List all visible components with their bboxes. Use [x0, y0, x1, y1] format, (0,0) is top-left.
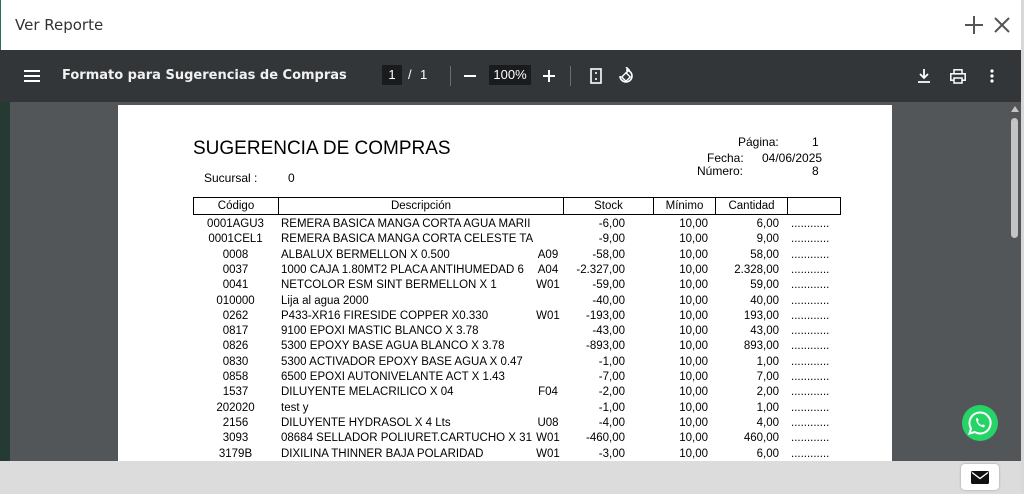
cell-stock: -4,00	[598, 416, 625, 429]
cell-dots: ............	[791, 233, 830, 246]
page-number-input[interactable]: 1	[382, 65, 402, 85]
table-row	[193, 401, 841, 416]
cell-minimo: 10,00	[679, 355, 708, 368]
table-row	[193, 309, 841, 324]
print-icon	[950, 69, 966, 84]
close-button[interactable]	[989, 10, 1015, 40]
rotate-icon	[617, 67, 635, 85]
cell-location: W01	[536, 447, 560, 460]
plus-icon	[964, 15, 984, 35]
cell-dots: ............	[791, 263, 830, 276]
table-row	[193, 232, 841, 247]
fecha-label: Fecha:	[707, 151, 744, 165]
fecha-value: 04/06/2025	[762, 151, 823, 165]
cell-cantidad: 4,00	[756, 416, 779, 429]
cell-descripcion: REMERA BASICA MANGA CORTA CELESTE TA	[281, 233, 533, 246]
cell-codigo: 0001CEL1	[208, 233, 263, 246]
cell-dots: ............	[791, 416, 830, 429]
cell-descripcion: DILUYENTE MELACRILICO X 04	[281, 386, 454, 399]
cell-stock: -1,00	[598, 355, 625, 368]
cell-codigo: 010000	[216, 294, 255, 307]
cell-codigo: 2156	[222, 416, 249, 429]
cell-minimo: 10,00	[679, 325, 708, 338]
add-button[interactable]	[961, 10, 987, 40]
cell-minimo: 10,00	[679, 386, 708, 399]
cell-dots: ............	[791, 218, 830, 230]
cell-location: U08	[537, 416, 559, 429]
cell-cantidad: 1,00	[756, 401, 779, 414]
cell-minimo: 10,00	[679, 371, 708, 383]
cell-minimo: 10,00	[679, 401, 708, 414]
cell-stock: -460,00	[585, 432, 625, 445]
cell-minimo: 10,00	[679, 233, 708, 246]
table-row	[193, 339, 841, 354]
cell-dots: ............	[791, 355, 830, 368]
cell-stock: -2,00	[598, 386, 625, 399]
cell-descripcion: REMERA BASICA MANGA CORTA AGUA MARII	[281, 218, 531, 230]
cell-stock: -1,00	[598, 401, 625, 414]
cell-cantidad: 9,00	[756, 233, 779, 246]
report-title: SUGERENCIA DE COMPRAS	[193, 138, 451, 159]
cell-cantidad: 40,00	[750, 294, 779, 307]
menu-button[interactable]	[20, 64, 44, 88]
cell-minimo: 10,00	[679, 248, 708, 261]
cell-stock: -40,00	[592, 294, 625, 307]
cell-codigo: 0262	[222, 309, 249, 322]
cell-cantidad: 58,00	[750, 248, 779, 261]
cell-dots: ............	[791, 279, 830, 292]
cell-stock: -43,00	[592, 325, 625, 338]
header-minimo: Mínimo	[654, 198, 716, 214]
cell-minimo: 10,00	[679, 340, 708, 353]
table-row	[193, 447, 841, 462]
cell-cantidad: 59,00	[750, 279, 779, 292]
cell-cantidad: 2.328,00	[734, 263, 779, 276]
more-options-button[interactable]	[980, 64, 1004, 88]
cell-codigo: 0817	[222, 325, 249, 338]
cell-codigo: 3093	[222, 432, 249, 445]
cell-codigo: 0037	[222, 263, 249, 276]
cell-descripcion: 5300 EPOXY BASE AGUA BLANCO X 3.78	[281, 340, 505, 353]
cell-descripcion: Lija al agua 2000	[281, 294, 369, 307]
cell-cantidad: 6,00	[756, 218, 779, 230]
cell-cantidad: 6,00	[756, 447, 779, 460]
cell-dots: ............	[791, 447, 830, 460]
page-total: 1	[420, 67, 428, 82]
dialog-title: Ver Reporte	[15, 16, 104, 34]
menu-icon	[24, 70, 40, 82]
rotate-button[interactable]	[614, 64, 638, 88]
cell-descripcion: 6500 EPOXI AUTONIVELANTE ACT X 1.43	[281, 371, 505, 383]
report-page	[118, 105, 892, 461]
cell-descripcion: NETCOLOR ESM SINT BERMELLON X 1	[281, 279, 497, 292]
cell-cantidad: 893,00	[743, 340, 779, 353]
scrollbar[interactable]	[1008, 102, 1021, 461]
cell-dots: ............	[791, 340, 830, 353]
header-codigo: Código	[194, 198, 279, 214]
cell-location: W01	[536, 279, 560, 292]
divider	[450, 66, 451, 86]
table-row	[193, 431, 841, 446]
cell-dots: ............	[791, 371, 830, 383]
cell-codigo: 0001AGU3	[207, 218, 264, 230]
table-row	[193, 248, 841, 263]
pdf-toolbar	[0, 50, 1021, 102]
document-title: Formato para Sugerencias de Compras	[62, 68, 347, 83]
table-row	[193, 355, 841, 370]
cell-location: A04	[537, 263, 559, 276]
sucursal-label: Sucursal :	[204, 171, 258, 185]
cell-location: W01	[536, 309, 560, 322]
pagina-value: 1	[812, 135, 819, 149]
scroll-up-arrow[interactable]	[1011, 106, 1019, 112]
cell-location: F04	[538, 386, 558, 399]
cell-descripcion: 9100 EPOXI MASTIC BLANCO X 3.78	[281, 325, 479, 338]
cell-codigo: 3179B	[218, 447, 253, 460]
cell-minimo: 10,00	[679, 218, 708, 230]
cell-cantidad: 193,00	[743, 309, 779, 322]
header-descripcion: Descripción	[279, 198, 564, 214]
cell-minimo: 10,00	[679, 309, 708, 322]
cell-descripcion: 1000 CAJA 1.80MT2 PLACA ANTIHUMEDAD 6	[281, 263, 524, 276]
cell-descripcion: 5300 ACTIVADOR EPOXY BASE AGUA X 0.47	[281, 355, 523, 368]
fit-page-icon	[590, 68, 602, 84]
pagina-label: Página:	[738, 135, 779, 149]
table-row	[193, 385, 841, 400]
table-row	[193, 370, 841, 385]
cell-dots: ............	[791, 309, 830, 322]
pdf-viewer[interactable]	[0, 102, 1021, 461]
cell-descripcion: DIXILINA THINNER BAJA POLARIDAD	[281, 447, 484, 460]
cell-minimo: 10,00	[679, 279, 708, 292]
print-button[interactable]	[946, 64, 970, 88]
cell-dots: ............	[791, 325, 830, 338]
cell-codigo: 1537	[222, 386, 249, 399]
cell-cantidad: 460,00	[743, 432, 779, 445]
header-extra	[788, 198, 840, 214]
mail-icon	[971, 471, 989, 484]
numero-value: 8	[812, 164, 819, 178]
cell-minimo: 10,00	[679, 447, 708, 460]
header-cantidad: Cantidad	[716, 198, 788, 214]
whatsapp-icon	[967, 410, 993, 436]
zoom-input[interactable]: 100%	[489, 65, 531, 85]
dialog-footer	[0, 461, 1021, 494]
cell-stock: -59,00	[592, 279, 625, 292]
cell-minimo: 10,00	[679, 263, 708, 276]
header-stock: Stock	[564, 198, 654, 214]
fit-page-button[interactable]	[584, 64, 608, 88]
cell-minimo: 10,00	[679, 432, 708, 445]
minus-icon	[464, 75, 476, 77]
numero-label: Número:	[697, 164, 744, 178]
cell-stock: -193,00	[585, 309, 625, 322]
scroll-thumb[interactable]	[1011, 118, 1018, 238]
cell-stock: -7,00	[598, 371, 625, 383]
cell-descripcion: DILUYENTE HYDRASOL X 4 Lts	[281, 416, 451, 429]
close-icon	[993, 16, 1011, 34]
zoom-out-button[interactable]	[458, 64, 482, 88]
more-vertical-icon	[990, 69, 994, 83]
cell-stock: -9,00	[598, 233, 625, 246]
page-separator: /	[408, 67, 412, 82]
table-row	[193, 324, 841, 339]
cell-codigo: 0041	[222, 279, 249, 292]
table-row	[193, 278, 841, 293]
cell-minimo: 10,00	[679, 416, 708, 429]
download-icon	[917, 69, 931, 83]
cell-cantidad: 1,00	[756, 355, 779, 368]
cell-cantidad: 43,00	[750, 325, 779, 338]
cell-stock: -893,00	[585, 340, 625, 353]
table-row	[193, 263, 841, 278]
cell-descripcion: ALBALUX BERMELLON X 0.500	[281, 248, 450, 261]
left-edge-strip	[0, 102, 10, 461]
cell-codigo: 0826	[222, 340, 249, 353]
cell-minimo: 10,00	[679, 294, 708, 307]
cell-dots: ............	[791, 432, 830, 445]
download-button[interactable]	[912, 64, 936, 88]
divider	[570, 66, 571, 86]
table-header	[193, 197, 841, 215]
cell-descripcion: P433-XR16 FIRESIDE COPPER X0.330	[281, 309, 489, 322]
cell-codigo: 202020	[216, 401, 255, 414]
table-row	[193, 416, 841, 431]
whatsapp-button[interactable]	[962, 405, 998, 441]
cell-stock: -3,00	[598, 447, 625, 460]
cell-stock: -2.327,00	[576, 263, 625, 276]
cell-dots: ............	[791, 401, 830, 414]
cell-dots: ............	[791, 294, 830, 307]
cell-dots: ............	[791, 386, 830, 399]
cell-stock: -58,00	[592, 248, 625, 261]
cell-stock: -6,00	[598, 218, 625, 230]
cell-codigo: 0008	[222, 248, 249, 261]
mail-button[interactable]	[961, 464, 999, 490]
plus-icon	[543, 70, 555, 82]
dialog-header	[0, 0, 1024, 50]
cell-location: W01	[536, 432, 560, 445]
table-row	[193, 217, 841, 232]
cell-codigo: 0858	[222, 371, 249, 383]
cell-cantidad: 2,00	[756, 386, 779, 399]
cell-descripcion: test y	[281, 401, 309, 414]
cell-descripcion: 08684 SELLADOR POLIURET.CARTUCHO X 31	[281, 432, 532, 445]
table-row	[193, 294, 841, 309]
cell-codigo: 0830	[222, 355, 249, 368]
zoom-in-button[interactable]	[537, 64, 561, 88]
cell-cantidad: 7,00	[756, 371, 779, 383]
sucursal-value: 0	[288, 171, 295, 185]
cell-dots: ............	[791, 248, 830, 261]
cell-location: A09	[537, 248, 559, 261]
